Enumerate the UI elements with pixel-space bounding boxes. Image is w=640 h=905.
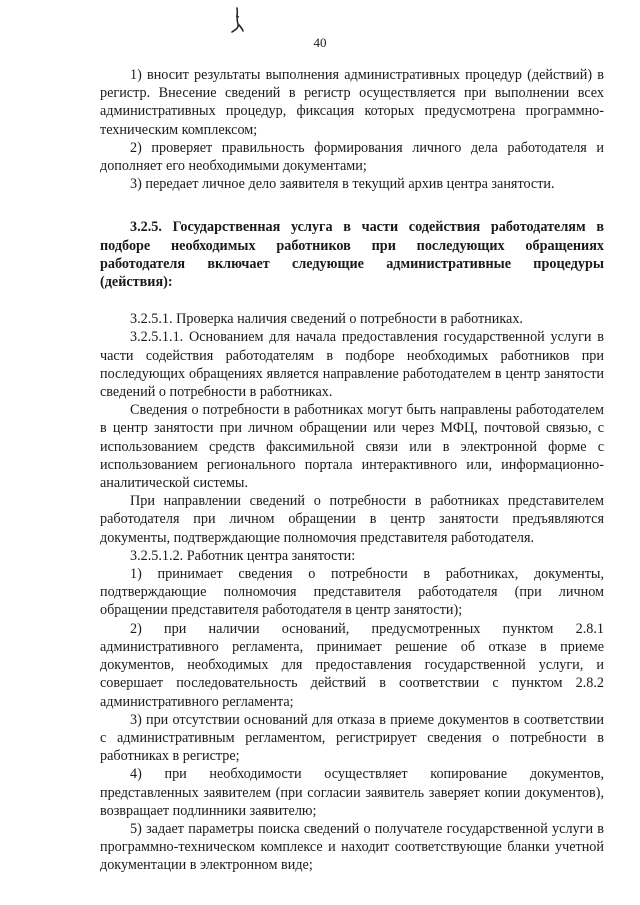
paragraph-6: Сведения о потребности в работниках могут быть направлены работодателем в центр занятости при личном обращении или через МФЦ, почтовой связью, с использованием средств факсимильной связи или в электронной форме с использованием регионального портала интерактивного или, информационно-аналитической системы.	[100, 402, 604, 492]
list-item-2: 2) при наличии оснований, предусмотренных пунктом 2.8.1 административного регламента, принимает решение об отказе в приеме документов, необходимых для предоставления государственной услуги, и совершает последовательность действий в соответствии с пунктом 2.8.2 административного регламента;	[100, 620, 604, 710]
ink-mark-icon	[229, 6, 245, 34]
paragraph-3: 3) передает личное дело заявителя в текущий архив центра занятости.	[130, 176, 555, 193]
paragraph-8: 3.2.5.1.2. Работник центра занятости:	[130, 547, 356, 564]
section-heading: 3.2.5. Государственная услуга в части содействия работодателям в подборе необходимых работников при последующих обращениях работодателя включает следующие административные процедуры (действия):	[100, 219, 604, 291]
list-item-3: 3) при отсутствии оснований для отказа в приеме документов в соответствии с административным регламентом, регистрирует сведения о потребности в работниках в регистре;	[100, 711, 604, 765]
document-body	[100, 66, 604, 875]
paragraph-5: 3.2.5.1.1. Основанием для начала предоставления государственной услуги в части содействия работодателям в подборе необходимых работников при последующих обращениях является направление работодателем в центр занятости сведений о потребности в работниках.	[100, 329, 604, 401]
paragraph-1: 1) вносит результаты выполнения административных процедур (действий) в регистр. Внесение сведений в регистр осуществляется при выполнении всех административных процедур, фиксация которых предусмотрена программно-техническим комплексом;	[100, 67, 604, 138]
list-item-1: 1) принимает сведения о потребности в работниках, документы, подтверждающие полномочия представителя работодателя (при личном обращении представителя работодателя в центр занятости);	[100, 566, 604, 619]
paragraph-7: При направлении сведений о потребности в работниках представителем работодателя при личном обращении в центр занятости предъявляются документы, подтверждающие полномочия представителя работодателя.	[100, 493, 604, 546]
page-number: 40	[313, 35, 327, 50]
paragraph-2: 2) проверяет правильность формирования личного дела работодателя и дополняет его необходимыми документами;	[100, 139, 604, 175]
paragraph-4: 3.2.5.1. Проверка наличия сведений о потребности в работниках.	[130, 311, 523, 328]
list-item-4: 4) при необходимости осуществляет копирование документов, представленных заявителем (при согласии заявитель заверяет копии документов), возвращает подлинники заявителю;	[100, 766, 604, 819]
list-item-5: 5) задает параметры поиска сведений о получателе государственной услуги в программно-техническом комплексе и находит соответствующие бланки учетной документации в электронном виде;	[100, 820, 604, 874]
